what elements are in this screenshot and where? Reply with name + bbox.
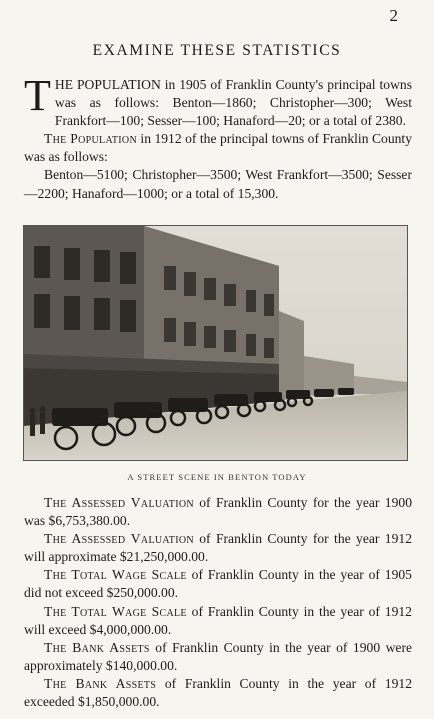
statistic-lead: The Total Wage Scale <box>44 603 187 619</box>
drop-cap: T <box>24 71 51 120</box>
population-1912-paragraph <box>24 130 412 166</box>
statistic-paragraph <box>24 639 412 675</box>
population-1912-list: Benton—5100; Christopher—3500; West Frankfort—3500; Sesser—2200; Hanaford—1000; or a total of 15,300. <box>24 167 412 201</box>
page-heading: EXAMINE THESE STATISTICS <box>92 42 342 59</box>
statistic-text: of Franklin County in the year of 1905 did not exceed $250,000.00. <box>24 567 412 601</box>
population-section <box>24 71 412 203</box>
statistic-lead: The Total Wage Scale <box>44 567 187 583</box>
statistic-lead: The Assessed Valuation <box>44 531 194 547</box>
photo-caption: A STREET SCENE IN BENTON TODAY <box>127 472 307 482</box>
population-1905-lead: HE POPULATION <box>54 77 161 92</box>
statistics-section <box>24 494 412 711</box>
statistic-text: of Franklin County for the year 1900 was $6,753,380.00. <box>24 495 412 529</box>
population-1912-lead: The Population <box>44 131 137 147</box>
population-1912-text: in 1912 of the principal towns of Franklin County was as follows: <box>24 131 412 165</box>
statistic-paragraph <box>24 603 412 639</box>
statistic-text: of Franklin County for the year 1912 will approximate $21,250,000.00. <box>24 531 412 565</box>
population-1905-paragraph <box>24 71 412 130</box>
statistic-lead: The Assessed Valuation <box>44 495 194 510</box>
statistic-text: of Franklin County in the year of 1900 were approximately $140,000.00. <box>24 639 412 673</box>
statistic-paragraph <box>24 494 412 530</box>
statistic-text: of Franklin County in the year of 1912 exceeded $1,850,000.00. <box>24 675 412 710</box>
statistic-paragraph <box>24 675 412 711</box>
statistic-paragraph <box>24 566 412 602</box>
statistic-text: of Franklin County in the year of 1912 will exceed $4,000,000.00. <box>24 603 412 637</box>
page-number: 2 <box>389 6 398 25</box>
statistic-paragraph <box>24 530 412 566</box>
statistic-lead: The Bank Assets <box>44 639 150 655</box>
population-1905-text: in 1905 of Franklin County's principal towns was as follows: Benton—1860; Christopher—300; West Frankfort—100; Sesser—100; Hanaford—20; or a total of 2380. <box>54 77 412 129</box>
statistic-lead: The Bank Assets <box>44 675 157 691</box>
street-scene-photo <box>23 225 408 461</box>
